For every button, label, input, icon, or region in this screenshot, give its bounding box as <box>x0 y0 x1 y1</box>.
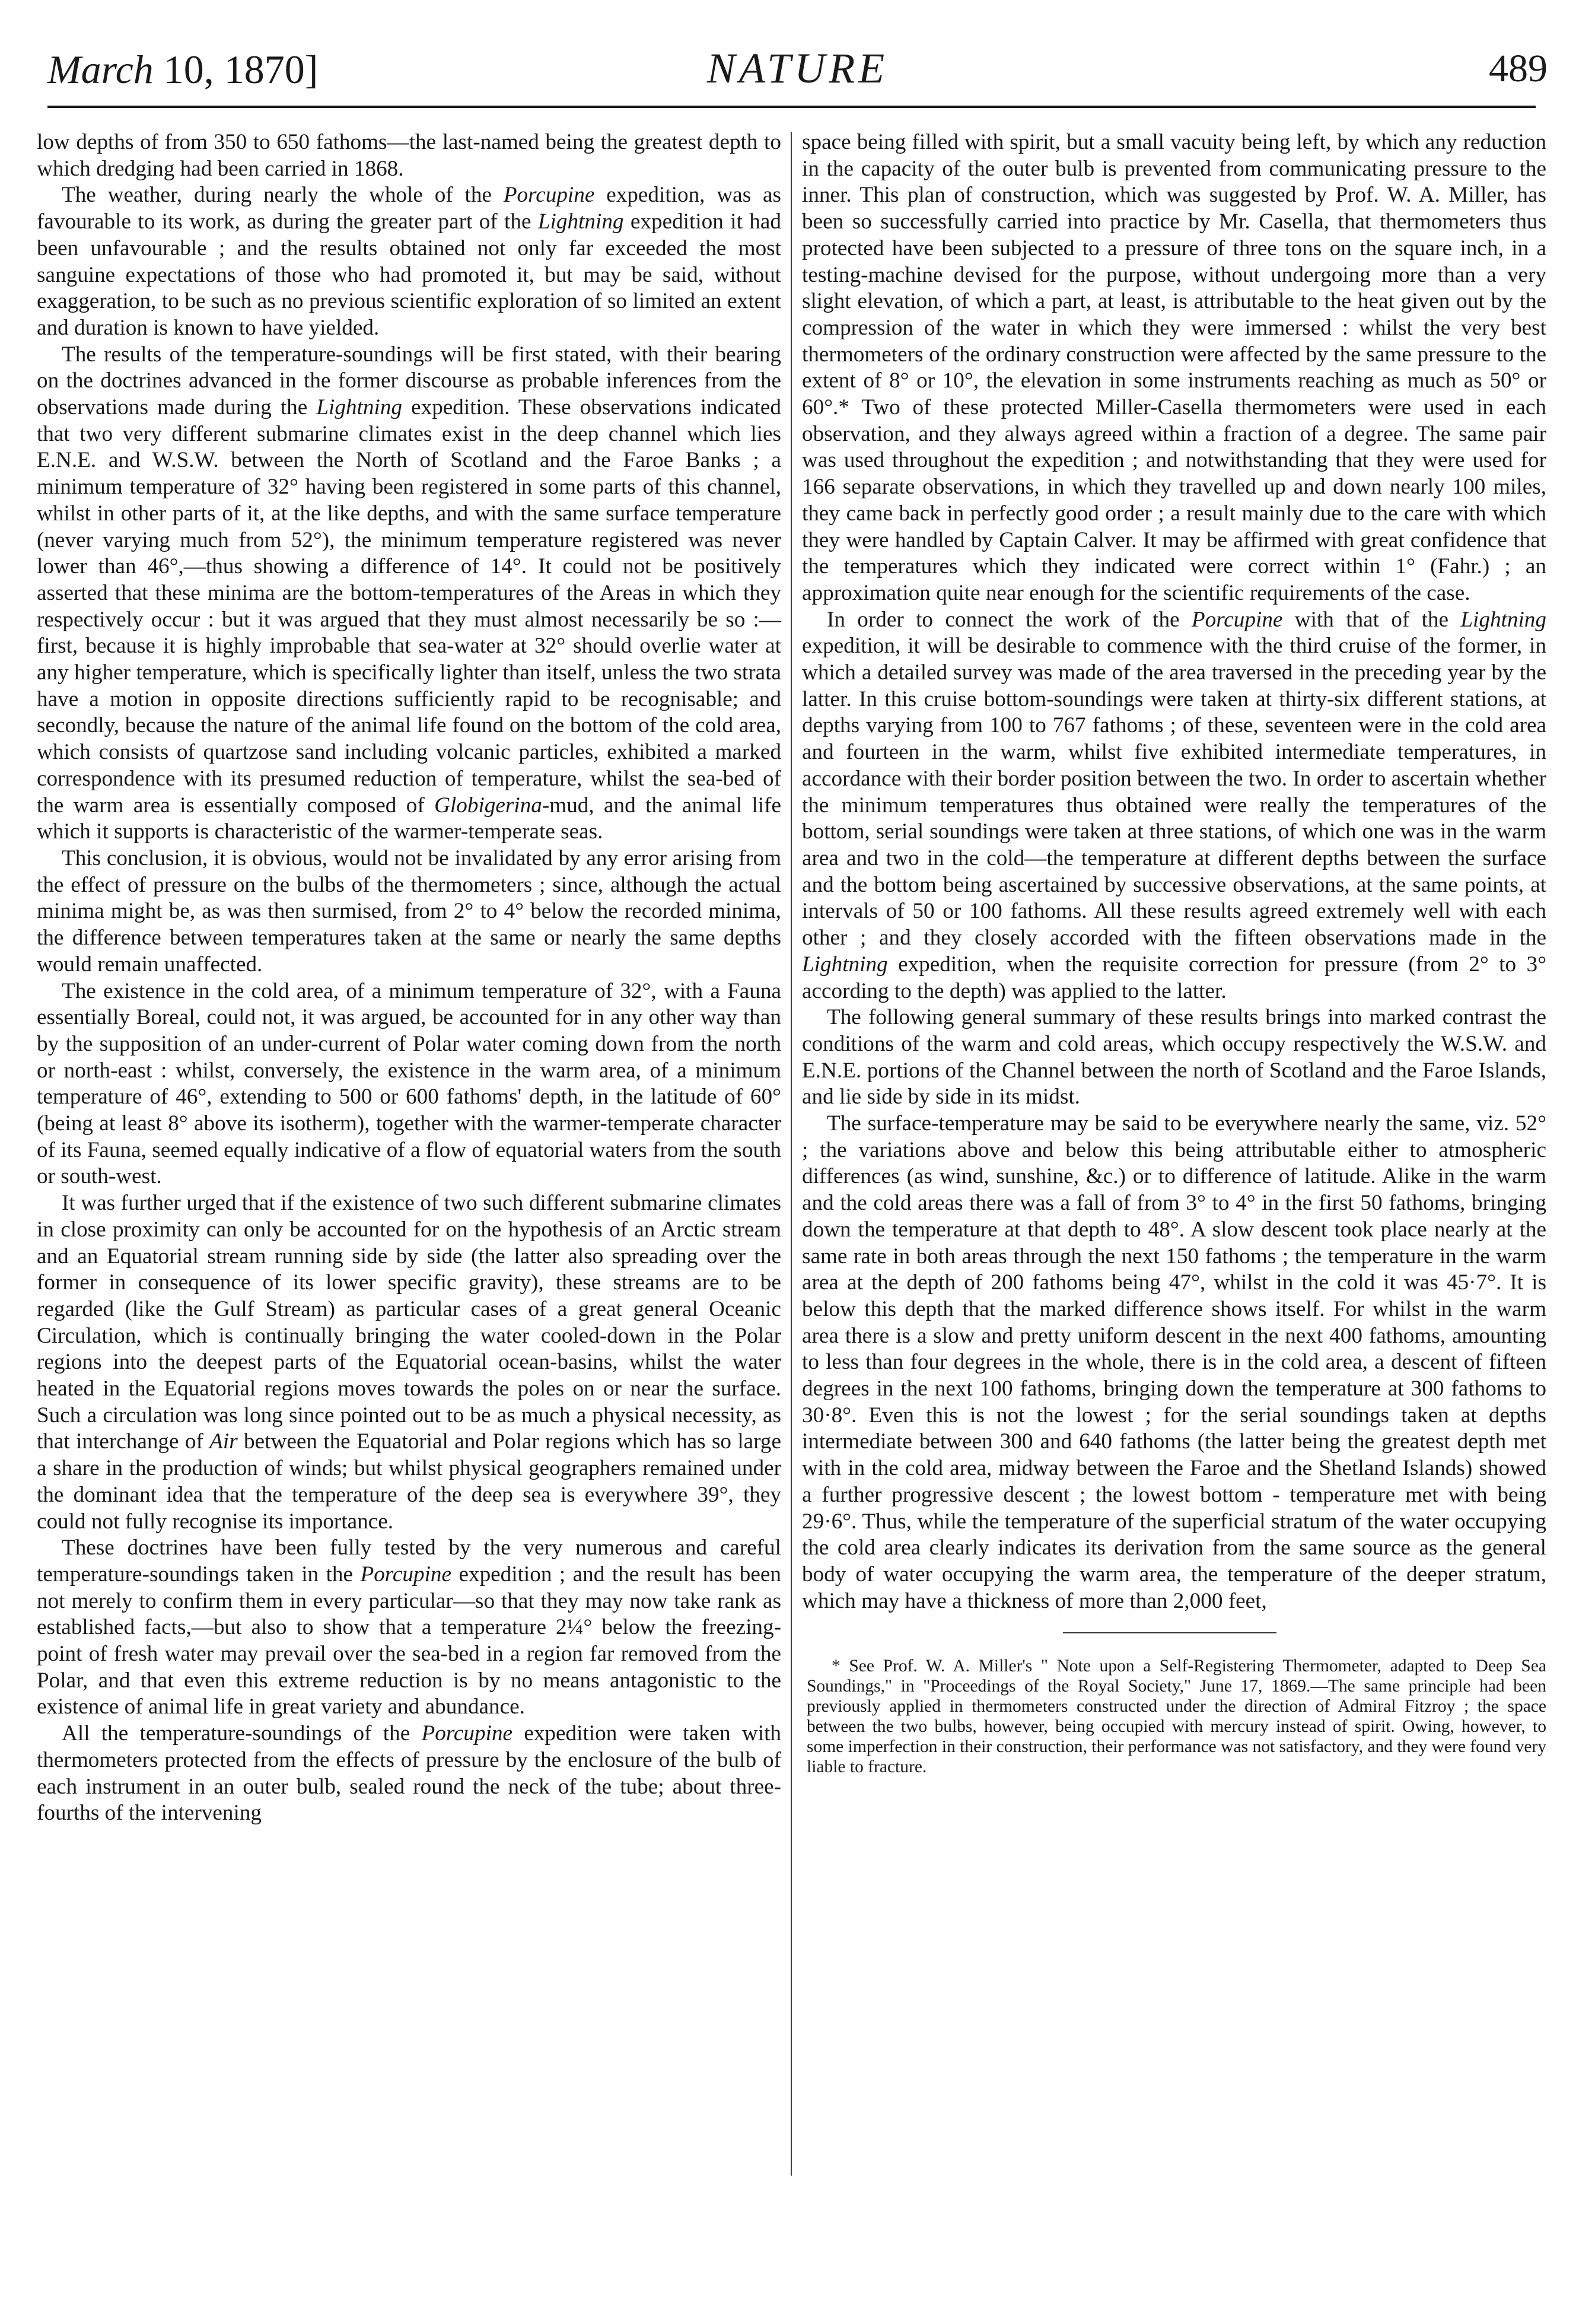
column-divider <box>791 132 792 2176</box>
left-column <box>37 129 781 1827</box>
text-run: expedition ; and the result has been not merely to confirm them in every particular—so that they may now take rank as established facts,—but also to show that a temperature 2¼° below the freezing-point of fresh water may prevail over the sea-bed in a region far removed from the Polar, and that even this extreme reduction is by no means antagonistic to the existence of animal life in great variety and abundance. <box>37 1562 781 1719</box>
header-date-month: March <box>47 47 154 92</box>
paragraph: space being filled with spirit, but a small vacuity being left, by which any reduction in the capacity of the outer bulb is prevented from communicating pressure to the inner. This plan of construction, which was suggested by Prof. W. A. Miller, has been so successfully carried into practice by Mr. Casella, that thermometers thus protected have been subjected to a pressure of three tons on the square inch, in a testing-machine devised for the purpose, without undergoing more than a very slight elevation, of which a part, at least, is attributable to the heat given out by the compression of the water in which they were immersed : whilst the very best thermometers of the ordinary construction were affected by the same pressure to the extent of 8° or 10°, the elevation in some instruments reaching as much as 50° or 60°.* Two of these protected Miller-Casella thermometers were used in each observation, and they always agreed within a fraction of a degree. The same pair was used throughout the expedition ; and notwithstanding that they were used for 166 separate observations, in which they travelled up and down nearly 100 miles, they came back in perfectly good order ; a result mainly due to the care with which they were handled by Captain Calver. It may be affirmed with great confidence that the temperatures which they indicated were correct within 1° (Fahr.) ; an approximation quite near enough for the scientific requirements of the case. <box>802 130 1546 605</box>
page-number: 489 <box>1489 47 1548 90</box>
text-run: expedition, when the requisite correction for pressure (from 2° to 3° according to the depth) was applied to the latter. <box>802 952 1546 1003</box>
text-run: The results of the temperature-soundings will be first stated, with their bearing on the doctrines advanced in the former discourse as probable inferences from the observations made during the <box>37 342 781 420</box>
genus-name: Globigerina <box>434 793 542 818</box>
ship-name: Lightning <box>316 395 403 420</box>
text-run: In order to connect the work of the <box>827 607 1192 632</box>
text-run: All the temperature-soundings of the <box>62 1721 422 1746</box>
ship-name: Porcupine <box>421 1721 513 1746</box>
ship-name: Porcupine <box>503 183 595 208</box>
text-run: expedition it had been unfavourable ; and the results obtained not only far exceeded the most sanguine expectations of those who had promoted it, but may be said, without exaggeration, to be such as no previous scientific exploration of so limited an extent and duration is known to have yielded. <box>37 209 781 340</box>
running-header <box>47 36 1548 107</box>
header-rule <box>47 106 1536 108</box>
text-run: between the Equatorial and Polar regions which has so large a share in the production of winds; but whilst physical geographers remained under the dominant idea that the temperature of the deep sea is everywhere 39°, they could not fully recognise its importance. <box>37 1429 782 1534</box>
journal-title: NATURE <box>706 44 889 92</box>
footnote-rule <box>1063 1632 1276 1633</box>
ship-name: Porcupine <box>1191 607 1283 632</box>
paragraph: The existence in the cold area, of a minimum temperature of 32°, with a Fauna essentially Boreal, could not, it was argued, be accounted for in any other way than by the supposition of an under-current of Polar water coming down from the north or north-east : whilst, conversely, the existence in the warm area, of a minimum temperature of 46°, extending to 500 or 600 fathoms' depth, in the latitude of 60° (being at least 8° above its isotherm), together with the warmer-temperate character of its Fauna, seemed equally indicative of a flow of equatorial waters from the south or south-west. <box>37 978 781 1189</box>
paragraph: This conclusion, it is obvious, would not be invalidated by any error arising from the effect of pressure on the bulbs of the thermometers ; since, although the actual minima might be, as was then surmised, from 2° to 4° below the recorded minima, the difference between temperatures taken at the same or nearly the same depths would remain unaffected. <box>37 845 781 977</box>
paragraph <box>37 1535 781 1721</box>
footnote <box>802 1656 1546 1777</box>
text-run: The weather, during nearly the whole of the <box>62 183 504 208</box>
header-date-rest: 10, 1870] <box>163 47 319 92</box>
paragraph: The following general summary of these results brings into marked contrast the conditions of the warm and cold areas, which occupy respectively the W.S.W. and E.N.E. portions of the Channel between the north of Scotland and the Faroe Islands, and lie side by side in its midst. <box>802 1005 1546 1109</box>
ship-name: Lightning <box>802 952 888 977</box>
ship-name: Lightning <box>1460 607 1546 632</box>
ship-name: Lightning <box>537 209 624 234</box>
paragraph <box>37 342 781 845</box>
paragraph <box>37 182 781 341</box>
ship-name: Porcupine <box>360 1562 452 1587</box>
text-run: These doctrines have been fully tested by the very numerous and careful temperature-soundings taken in the <box>37 1535 781 1587</box>
text-run: -mud, and the animal life which it supports is characteristic of the warmer-temperate seas. <box>37 793 781 844</box>
text-run: expedition were taken with thermometers protected from the effects of pressure by the enclosure of the bulb of each instrument in an outer bulb, sealed round the neck of the tube; about three-fourths of the intervening <box>37 1721 781 1826</box>
text-run: expedition. These observations indicated that two very different submarine climates exist in the deep channel which lies E.N.E. and W.S.W. between the North of Scotland and the Faroe Banks ; a minimum temperature of 32° having been registered in some parts of this channel, whilst in other parts of it, at the like depths, and with the same surface temperature (never varying much from 52°), the minimum temperature registered was never lower than 46°,—thus showing a difference of 14°. It could not be positively asserted that these minima are the bottom-temperatures of the Areas in which they respectively occur : but it was argued that they must almost necessarily be so :—first, because it is highly improbable that sea-water at 32° should overlie water at any higher temperature, which is specifically lighter than itself, unless the two strata have a motion in opposite directions sufficiently rapid to be recognisable; and secondly, because the nature of the animal life found on the bottom of the cold area, which consists of quartzose sand including volcanic particles, exhibited a marked correspondence with its presumed reduction of temperature, whilst the sea-bed of the warm area is essentially composed of <box>37 395 781 818</box>
text-run: expedition, was as favourable to its work, as during the greater part of the <box>37 183 781 234</box>
paragraph: low depths of from 350 to 650 fathoms—the last-named being the greatest depth to which dredging had been carried in 1868. <box>37 130 781 181</box>
paragraph <box>802 607 1546 1005</box>
paragraph <box>37 1721 781 1827</box>
text-run: It was further urged that if the existence of two such different submarine climates in close proximity can only be accounted for on the hypothesis of an Arctic stream and an Equatorial stream running side by side (the latter also spreading over the former in consequence of its lower specific gravity), these streams are to be regarded (like the Gulf Stream) as particular cases of a great general Oceanic Circulation, which is continually bringing the water cooled-down in the Polar regions into the deepest parts of the Equatorial ocean-basins, whilst the water heated in the Equatorial regions moves towards the poles on or near the surface. Such a circulation was long since pointed out to be as much a physical necessity, as that interchange of <box>37 1191 781 1454</box>
right-column <box>802 129 1546 1777</box>
text-run: with that of the <box>1282 607 1461 632</box>
paragraph <box>37 1190 781 1535</box>
footnote-text: * See Prof. W. A. Miller's " Note upon a Self-Registering Thermometer, adapted to Deep Sea Soundings," in "Proceedings of the Royal Society," June 17, 1869.—The same principle had been previously applied in thermometers constructed under the direction of Admiral Fitzroy ; the space between the two bulbs, however, being occupied with mercury instead of spirit. Owing, however, to some imperfection in their construction, their performance was not satisfactory, and they were found very liable to fracture. <box>807 1657 1546 1777</box>
text-run: expedition, it will be desirable to commence with the third cruise of the former, in which a detailed survey was made of the area traversed in the preceding year by the latter. In this cruise bottom-soundings were taken at thirty-six different stations, at depths varying from 100 to 767 fathoms ; of these, seventeen were in the cold area and fourteen in the warm, whilst five exhibited intermediate temperatures, in accordance with their border position between the two. In order to ascertain whether the minimum temperatures thus obtained were really the temperatures of the bottom, serial soundings were taken at three stations, of which one was in the warm area and two in the cold—the temperature at different depths between the surface and the bottom being ascertained by successive observations, at the same points, at intervals of 50 or 100 fathoms. All these results agreed extremely well with each other ; and they closely accorded with the fifteen observations made in the <box>802 634 1546 950</box>
emphasis: Air <box>209 1429 238 1454</box>
paragraph: The surface-temperature may be said to be everywhere nearly the same, viz. 52° ; the variations above and below this being attributable either to atmospheric differences (as wind, sunshine, &c.) or to difference of latitude. Alike in the warm and the cold areas there was a fall of from 3° to 4° in the first 50 fathoms, bringing down the temperature at that depth to 48°. A slow descent took place nearly at the same rate in both areas through the next 150 fathoms ; the temperature in the warm area at the depth of 200 fathoms being 47°, whilst in the cold it was 45·7°. It is below this depth that the marked difference shows itself. For whilst in the warm area there is a slow and pretty uniform descent in the next 400 fathoms, amounting to less than four degrees in the whole, there is in the cold area, a descent of fifteen degrees in the next 100 fathoms, bringing down the temperature at 300 fathoms to 30·8°. Even this is not the lowest ; for the serial soundings taken at depths intermediate between 300 and 640 fathoms (the latter being the greatest depth met with in the cold area, midway between the Faroe and the Shetland Islands) showed a further progressive descent ; the lowest bottom - temperature met with being 29·6°. Thus, while the temperature of the superficial stratum of the water occupying the cold area clearly indicates its derivation from the same source as the general body of water occupying the warm area, the temperature of the deeper stratum, which may have a thickness of more than 2,000 feet, <box>802 1111 1546 1613</box>
